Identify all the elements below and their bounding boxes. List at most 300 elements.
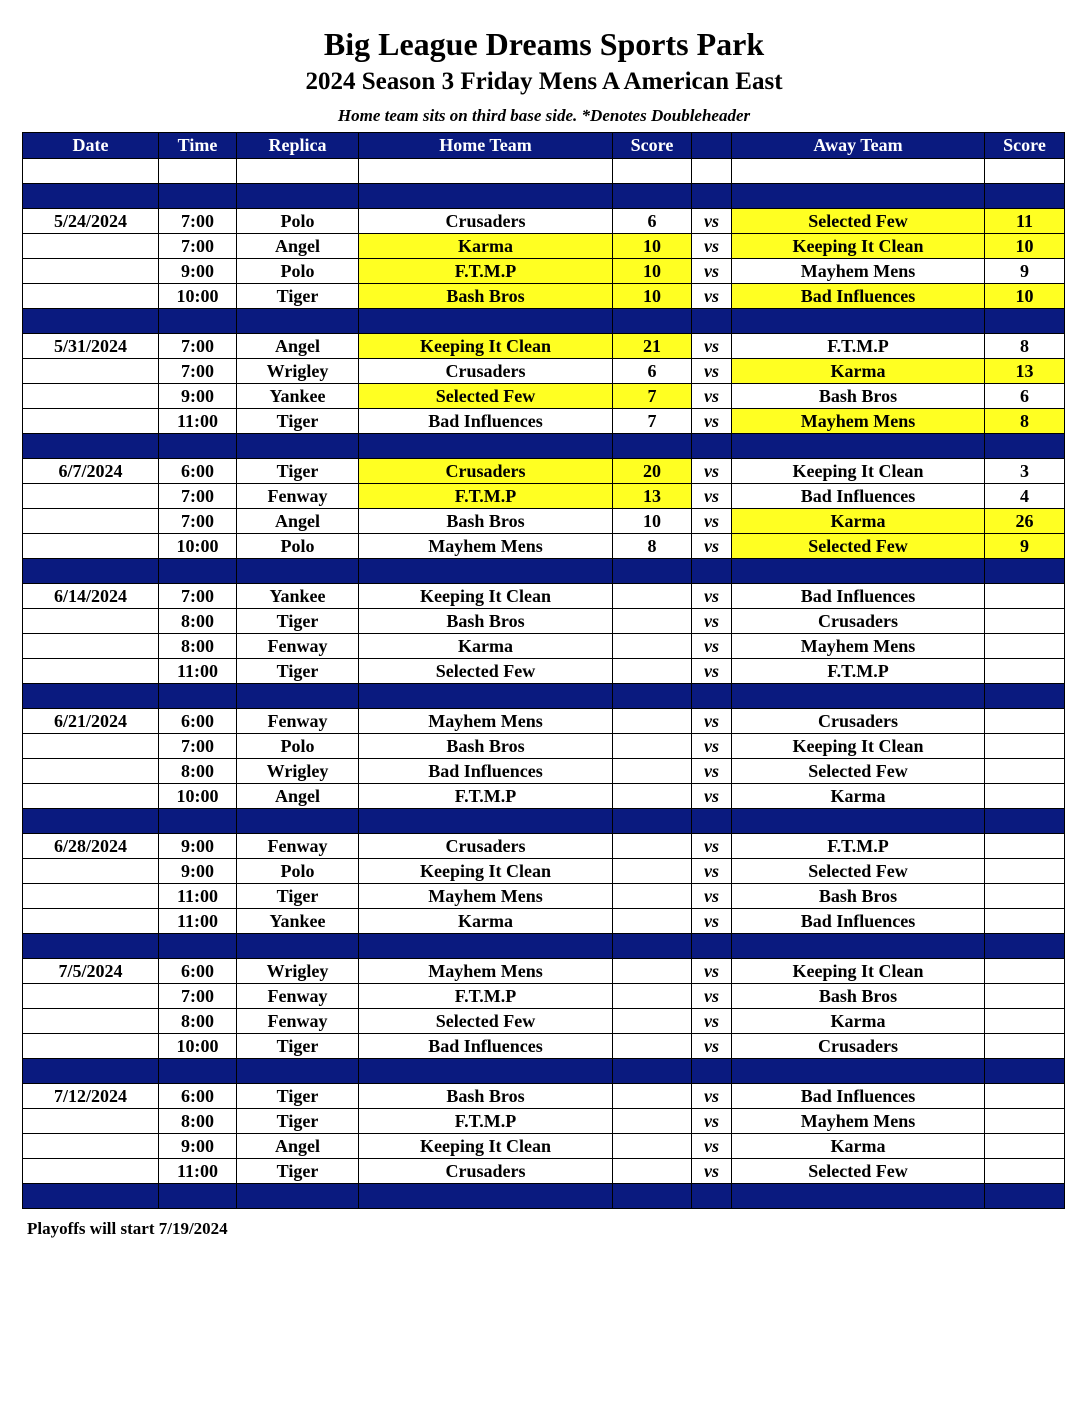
game-time: 9:00 [159,259,237,284]
home-score [613,709,692,734]
empty-cell [359,1184,613,1209]
game-time: 11:00 [159,884,237,909]
away-score: 11 [985,209,1065,234]
game-date [23,609,159,634]
home-team: F.T.M.P [359,1109,613,1134]
away-team: Keeping It Clean [732,734,985,759]
game-date [23,1109,159,1134]
home-team: Selected Few [359,1009,613,1034]
away-team: Selected Few [732,1159,985,1184]
empty-cell [692,934,732,959]
playoffs-note: Playoffs will start 7/19/2024 [27,1219,228,1238]
game-date [23,659,159,684]
column-header-vs [692,133,732,159]
game-time: 11:00 [159,659,237,684]
game-time: 7:00 [159,509,237,534]
away-score [985,1034,1065,1059]
table-row [23,634,1065,659]
table-row [23,1009,1065,1034]
game-time: 10:00 [159,784,237,809]
home-score [613,1009,692,1034]
game-field: Fenway [237,834,359,859]
game-date [23,884,159,909]
game-field: Tiger [237,459,359,484]
table-row [23,734,1065,759]
home-team: Crusaders [359,359,613,384]
away-team: Crusaders [732,1034,985,1059]
empty-cell [732,934,985,959]
away-team: Bad Influences [732,1084,985,1109]
home-team: Crusaders [359,834,613,859]
game-date [23,384,159,409]
empty-cell [237,309,359,334]
vs-label: vs [692,234,732,259]
home-team: Bash Bros [359,1084,613,1109]
game-field: Tiger [237,884,359,909]
game-date [23,909,159,934]
away-team: Crusaders [732,609,985,634]
game-date [23,359,159,384]
empty-cell [23,809,159,834]
empty-cell [359,159,613,184]
empty-cell [159,309,237,334]
empty-cell [237,1059,359,1084]
game-time: 11:00 [159,1159,237,1184]
away-score [985,859,1065,884]
game-time: 6:00 [159,459,237,484]
table-row [23,609,1065,634]
game-date [23,1159,159,1184]
vs-label: vs [692,859,732,884]
game-time: 9:00 [159,384,237,409]
home-team: Bash Bros [359,509,613,534]
game-time: 8:00 [159,1109,237,1134]
away-team: Bash Bros [732,384,985,409]
game-date [23,1009,159,1034]
away-score [985,609,1065,634]
game-field: Polo [237,534,359,559]
home-team: F.T.M.P [359,484,613,509]
game-field: Tiger [237,284,359,309]
away-team: Karma [732,509,985,534]
empty-cell [237,684,359,709]
empty-cell [613,1184,692,1209]
home-team: Bash Bros [359,609,613,634]
empty-cell [23,1059,159,1084]
game-field: Wrigley [237,359,359,384]
away-score [985,1009,1065,1034]
game-field: Fenway [237,1009,359,1034]
empty-cell [985,934,1065,959]
blank-row [23,159,1065,184]
table-row [23,484,1065,509]
game-date [23,409,159,434]
game-date: 5/31/2024 [23,334,159,359]
home-team: Mayhem Mens [359,884,613,909]
home-score: 6 [613,359,692,384]
game-time: 6:00 [159,709,237,734]
home-score [613,1109,692,1134]
home-team: Keeping It Clean [359,859,613,884]
game-date: 6/28/2024 [23,834,159,859]
game-time: 9:00 [159,859,237,884]
empty-cell [159,184,237,209]
away-team: Selected Few [732,859,985,884]
column-header-replica: Replica [237,133,359,159]
empty-cell [359,309,613,334]
away-team: Karma [732,1134,985,1159]
game-field: Tiger [237,659,359,684]
vs-label: vs [692,959,732,984]
away-score [985,634,1065,659]
home-score [613,634,692,659]
game-time: 8:00 [159,609,237,634]
away-team: Bad Influences [732,584,985,609]
home-score: 10 [613,284,692,309]
empty-cell [732,1059,985,1084]
column-header-date: Date [23,133,159,159]
column-header-home-team: Home Team [359,133,613,159]
home-team: Keeping It Clean [359,1134,613,1159]
vs-label: vs [692,984,732,1009]
away-score [985,784,1065,809]
away-team: Mayhem Mens [732,259,985,284]
away-score [985,909,1065,934]
game-date [23,784,159,809]
game-time: 7:00 [159,984,237,1009]
empty-cell [732,684,985,709]
game-field: Angel [237,334,359,359]
home-team: Bash Bros [359,734,613,759]
home-team: Crusaders [359,209,613,234]
away-score [985,734,1065,759]
vs-label: vs [692,834,732,859]
home-score [613,884,692,909]
game-date [23,984,159,1009]
empty-cell [613,809,692,834]
home-score [613,784,692,809]
empty-cell [23,559,159,584]
game-field: Tiger [237,409,359,434]
game-field: Tiger [237,1084,359,1109]
week-divider-row [23,934,1065,959]
game-field: Yankee [237,384,359,409]
game-time: 6:00 [159,959,237,984]
game-date: 7/5/2024 [23,959,159,984]
empty-cell [359,809,613,834]
empty-cell [985,1059,1065,1084]
empty-cell [985,809,1065,834]
game-time: 10:00 [159,1034,237,1059]
away-team: Keeping It Clean [732,234,985,259]
home-score [613,659,692,684]
empty-cell [159,1059,237,1084]
empty-cell [692,809,732,834]
empty-cell [732,159,985,184]
away-score: 10 [985,234,1065,259]
week-divider-row [23,184,1065,209]
empty-cell [732,184,985,209]
game-date: 6/21/2024 [23,709,159,734]
home-team: Mayhem Mens [359,959,613,984]
empty-cell [732,309,985,334]
vs-label: vs [692,734,732,759]
vs-label: vs [692,1134,732,1159]
page-title: Big League Dreams Sports Park [323,26,765,62]
table-row [23,284,1065,309]
home-score [613,834,692,859]
home-score: 10 [613,234,692,259]
game-field: Fenway [237,484,359,509]
away-score [985,984,1065,1009]
empty-cell [692,559,732,584]
home-score: 6 [613,209,692,234]
schedule-table [22,132,1065,1209]
vs-label: vs [692,884,732,909]
home-score: 10 [613,259,692,284]
home-score [613,759,692,784]
game-date: 6/14/2024 [23,584,159,609]
empty-cell [692,184,732,209]
page-subtitle: 2024 Season 3 Friday Mens A American East [305,68,783,95]
empty-cell [237,1184,359,1209]
game-field: Yankee [237,584,359,609]
empty-cell [159,559,237,584]
table-row [23,534,1065,559]
away-score [985,1159,1065,1184]
game-date [23,759,159,784]
empty-cell [692,434,732,459]
away-team: Bash Bros [732,984,985,1009]
game-time: 9:00 [159,834,237,859]
away-score [985,834,1065,859]
home-team: F.T.M.P [359,259,613,284]
table-row [23,1034,1065,1059]
table-row [23,409,1065,434]
home-team: Crusaders [359,459,613,484]
game-field: Polo [237,859,359,884]
table-row [23,1109,1065,1134]
away-team: Selected Few [732,534,985,559]
table-row [23,1134,1065,1159]
table-row [23,834,1065,859]
home-team: Mayhem Mens [359,709,613,734]
empty-cell [237,184,359,209]
game-field: Polo [237,209,359,234]
away-team: F.T.M.P [732,834,985,859]
game-time: 11:00 [159,909,237,934]
home-score [613,909,692,934]
home-team: Selected Few [359,384,613,409]
game-field: Angel [237,509,359,534]
vs-label: vs [692,1009,732,1034]
away-team: Selected Few [732,209,985,234]
empty-cell [613,1059,692,1084]
away-team: Bad Influences [732,909,985,934]
away-score [985,884,1065,909]
away-team: Karma [732,784,985,809]
vs-label: vs [692,609,732,634]
game-field: Wrigley [237,759,359,784]
away-score [985,1134,1065,1159]
empty-cell [985,184,1065,209]
away-score [985,584,1065,609]
empty-cell [23,434,159,459]
away-team: F.T.M.P [732,659,985,684]
vs-label: vs [692,509,732,534]
table-row [23,759,1065,784]
empty-cell [613,434,692,459]
game-field: Polo [237,259,359,284]
empty-cell [159,1184,237,1209]
vs-label: vs [692,284,732,309]
table-row [23,659,1065,684]
empty-cell [23,1184,159,1209]
empty-cell [359,1059,613,1084]
table-row [23,984,1065,1009]
empty-cell [613,934,692,959]
vs-label: vs [692,484,732,509]
away-team: Bad Influences [732,284,985,309]
vs-label: vs [692,459,732,484]
game-field: Fenway [237,634,359,659]
away-score: 9 [985,259,1065,284]
table-row [23,884,1065,909]
table-row [23,709,1065,734]
game-time: 7:00 [159,734,237,759]
home-team: Mayhem Mens [359,534,613,559]
empty-cell [613,559,692,584]
away-score [985,1084,1065,1109]
home-score: 10 [613,509,692,534]
vs-label: vs [692,384,732,409]
game-date [23,634,159,659]
away-team: Keeping It Clean [732,459,985,484]
empty-cell [359,934,613,959]
game-field: Angel [237,1134,359,1159]
empty-cell [613,309,692,334]
empty-cell [159,809,237,834]
empty-cell [359,434,613,459]
vs-label: vs [692,634,732,659]
game-date [23,859,159,884]
home-team: F.T.M.P [359,784,613,809]
away-score: 8 [985,409,1065,434]
away-score: 13 [985,359,1065,384]
home-score: 7 [613,409,692,434]
game-time: 7:00 [159,359,237,384]
empty-cell [23,934,159,959]
game-time: 10:00 [159,534,237,559]
away-team: Bash Bros [732,884,985,909]
empty-cell [23,309,159,334]
game-date [23,259,159,284]
table-row [23,259,1065,284]
column-header-away-team: Away Team [732,133,985,159]
vs-label: vs [692,1109,732,1134]
week-divider-row [23,809,1065,834]
game-time: 6:00 [159,1084,237,1109]
away-score: 4 [985,484,1065,509]
empty-cell [613,684,692,709]
empty-cell [613,159,692,184]
home-score: 7 [613,384,692,409]
week-divider-row [23,309,1065,334]
away-team: Bad Influences [732,484,985,509]
home-score [613,859,692,884]
home-score [613,734,692,759]
away-team: Keeping It Clean [732,959,985,984]
home-team: Bad Influences [359,409,613,434]
empty-cell [237,809,359,834]
game-date [23,484,159,509]
week-divider-row [23,559,1065,584]
home-score [613,1084,692,1109]
home-team: Selected Few [359,659,613,684]
empty-cell [985,159,1065,184]
home-score: 8 [613,534,692,559]
away-score [985,1109,1065,1134]
empty-cell [692,1184,732,1209]
empty-cell [237,434,359,459]
game-date: 5/24/2024 [23,209,159,234]
table-row [23,509,1065,534]
game-time: 8:00 [159,634,237,659]
table-header-row [23,133,1065,159]
home-score [613,1159,692,1184]
game-field: Angel [237,784,359,809]
table-row [23,359,1065,384]
vs-label: vs [692,784,732,809]
away-score [985,709,1065,734]
away-team: Mayhem Mens [732,634,985,659]
table-row [23,209,1065,234]
empty-cell [732,434,985,459]
vs-label: vs [692,359,732,384]
empty-cell [732,809,985,834]
away-score: 9 [985,534,1065,559]
away-score [985,659,1065,684]
home-score [613,1034,692,1059]
home-team: Bad Influences [359,759,613,784]
game-date [23,734,159,759]
home-score [613,984,692,1009]
home-team: Karma [359,909,613,934]
game-date: 7/12/2024 [23,1084,159,1109]
empty-cell [237,559,359,584]
game-field: Angel [237,234,359,259]
away-team: Mayhem Mens [732,409,985,434]
table-row [23,384,1065,409]
game-date [23,1134,159,1159]
empty-cell [159,434,237,459]
home-score [613,1134,692,1159]
game-time: 7:00 [159,484,237,509]
table-row [23,334,1065,359]
table-row [23,459,1065,484]
table-row [23,909,1065,934]
home-score: 13 [613,484,692,509]
empty-cell [985,1184,1065,1209]
away-score: 8 [985,334,1065,359]
vs-label: vs [692,909,732,934]
game-date [23,534,159,559]
home-team: Bash Bros [359,284,613,309]
home-team: Karma [359,634,613,659]
column-header-away-score: Score [985,133,1065,159]
empty-cell [23,684,159,709]
game-time: 11:00 [159,409,237,434]
